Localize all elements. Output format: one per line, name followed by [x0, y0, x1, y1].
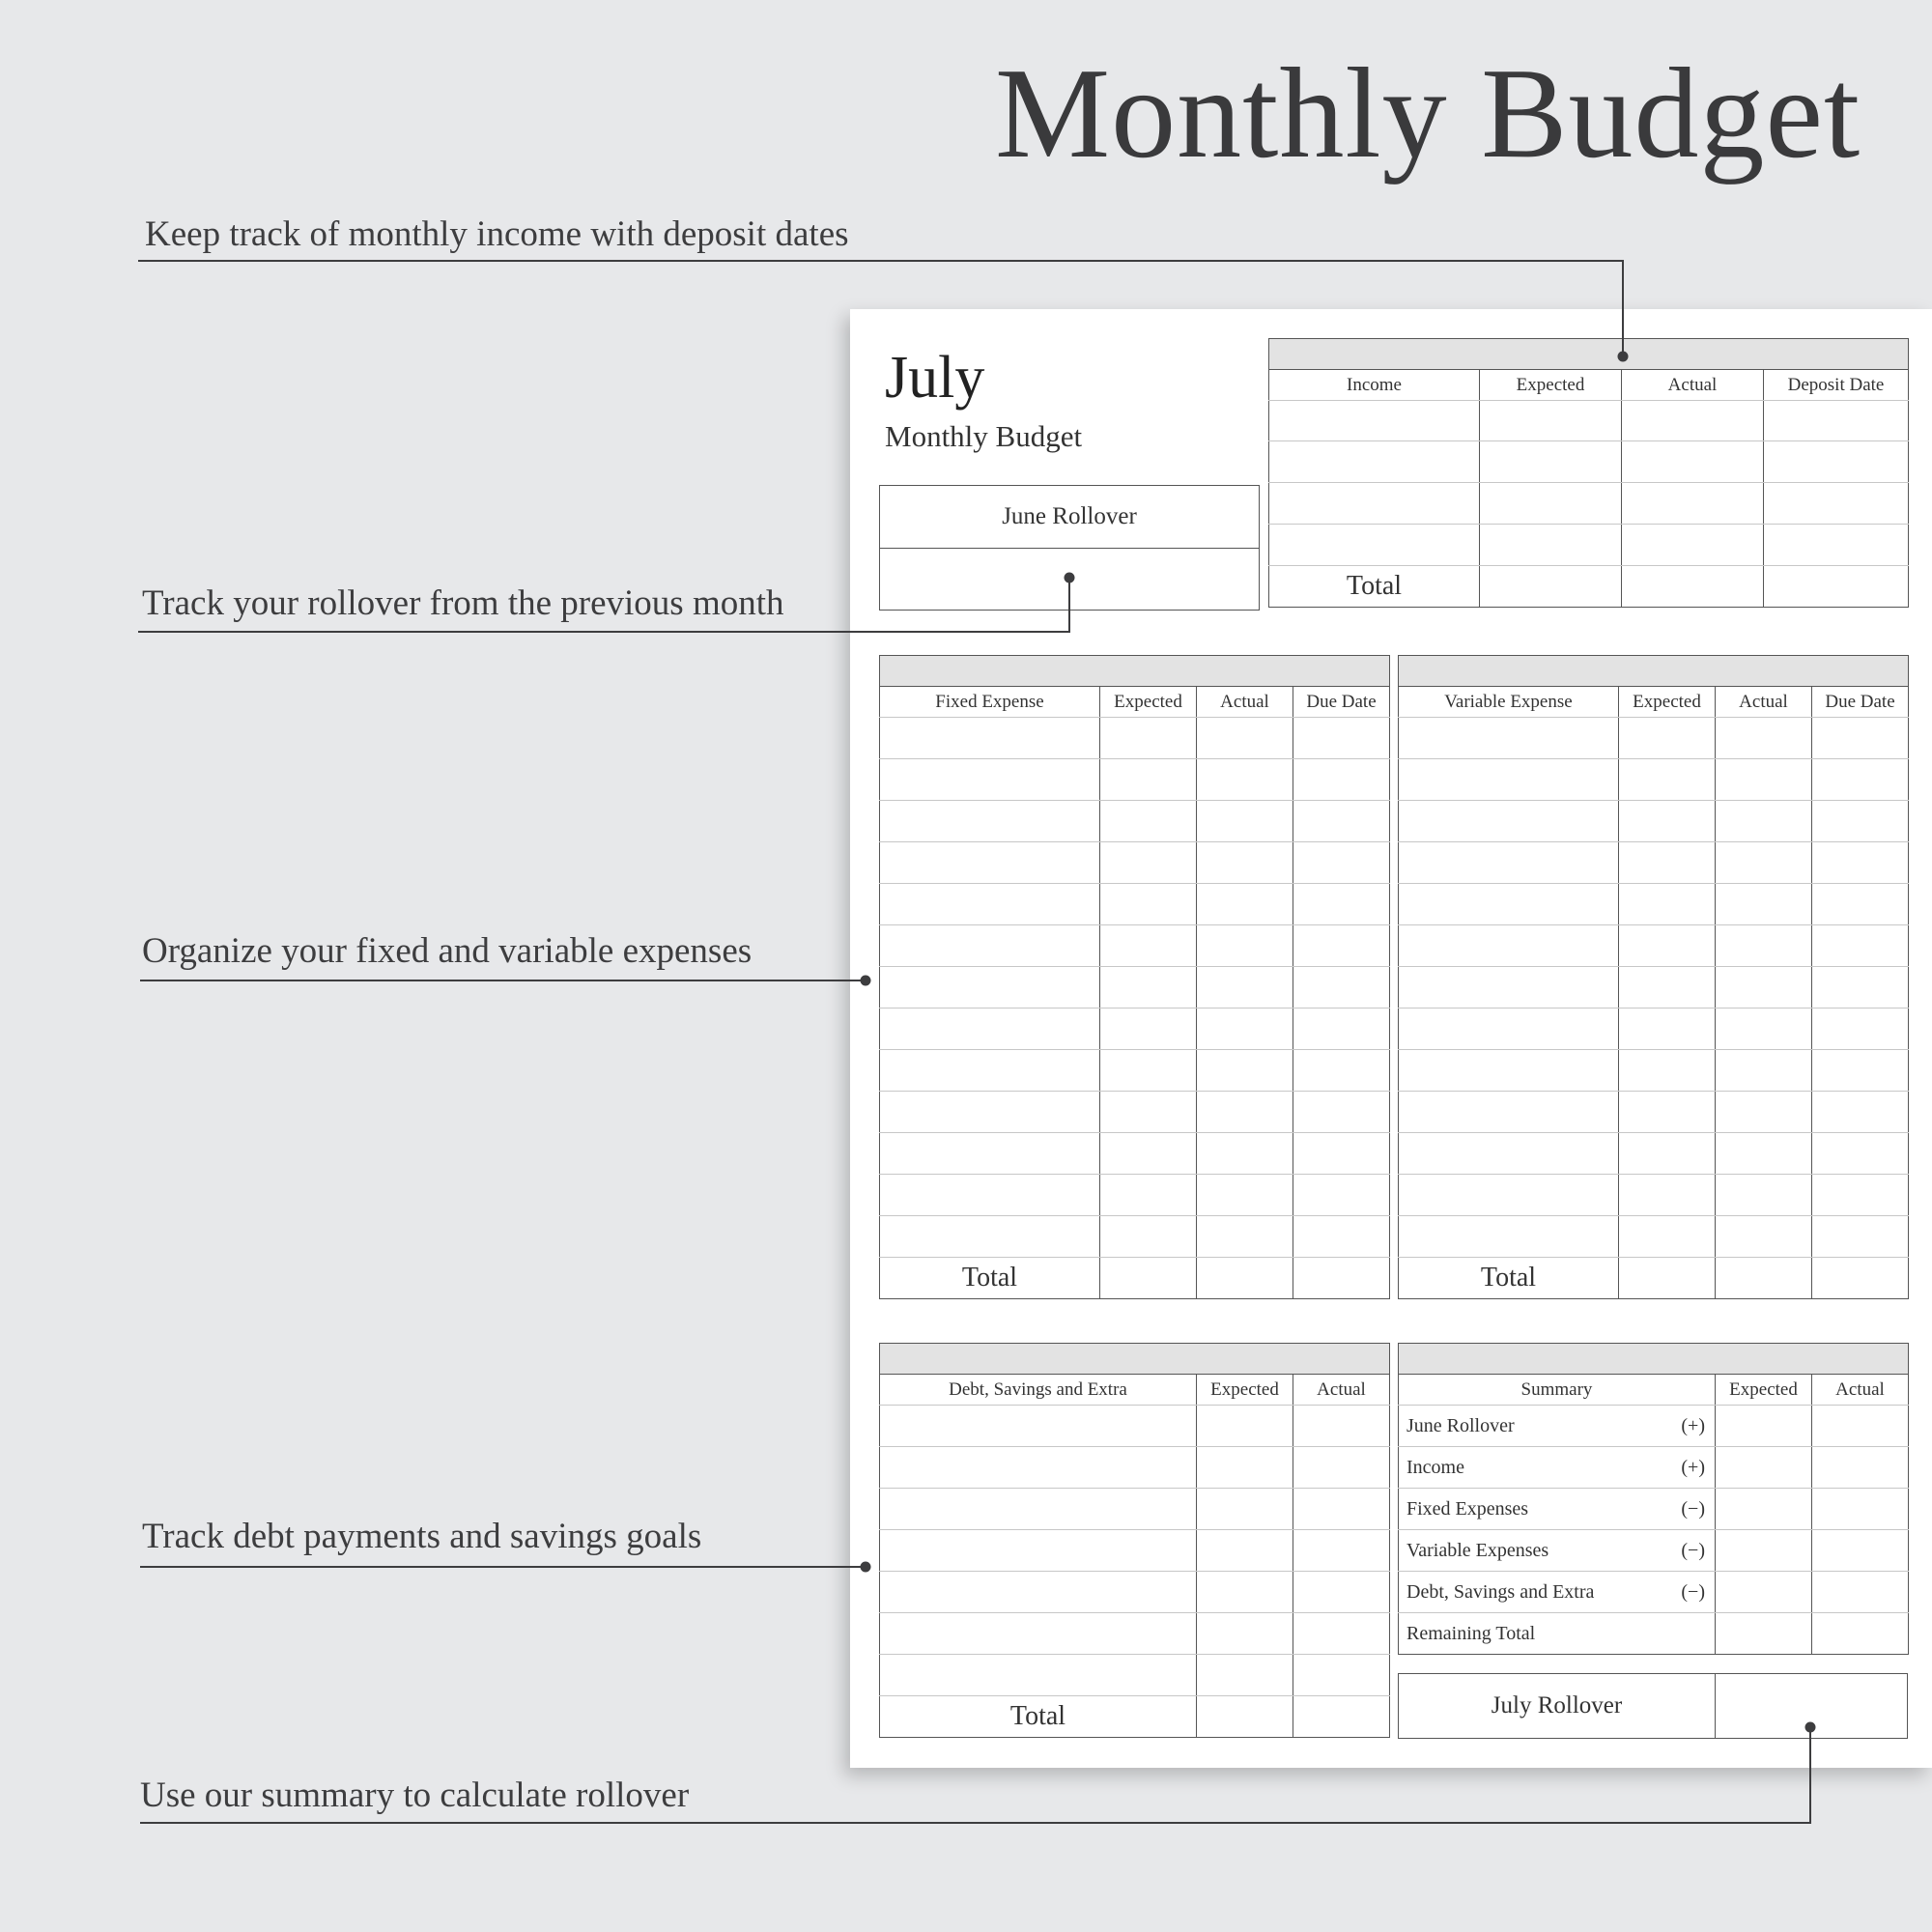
debt-header-label: Debt, Savings and Extra	[880, 1375, 1197, 1406]
income-header-income: Income	[1269, 370, 1480, 401]
variable-row[interactable]	[1399, 718, 1909, 759]
fixed-row[interactable]	[880, 967, 1390, 1009]
variable-row[interactable]	[1399, 1009, 1909, 1050]
prev-rollover-box	[879, 485, 1260, 611]
next-rollover-value[interactable]	[1716, 1674, 1907, 1738]
summary-row-sign: (−)	[1681, 1539, 1705, 1561]
callout-summary: Use our summary to calculate rollover	[140, 1776, 690, 1815]
summary-row-label: Income	[1406, 1456, 1464, 1478]
summary-header-expected: Expected	[1716, 1375, 1812, 1406]
income-row[interactable]	[1269, 401, 1909, 441]
income-header-expected: Expected	[1480, 370, 1622, 401]
debt-row[interactable]	[880, 1655, 1390, 1696]
fixed-total-expected[interactable]	[1100, 1258, 1197, 1299]
summary-header-label: Summary	[1399, 1375, 1716, 1406]
variable-row[interactable]	[1399, 1050, 1909, 1092]
variable-total-expected[interactable]	[1619, 1258, 1716, 1299]
income-row[interactable]	[1269, 483, 1909, 525]
fixed-band	[880, 656, 1390, 687]
fixed-row[interactable]	[880, 759, 1390, 801]
summary-row-sign: (−)	[1681, 1497, 1705, 1520]
summary-row-label: June Rollover	[1406, 1414, 1515, 1436]
summary-row-label: Fixed Expenses	[1406, 1497, 1529, 1520]
sheet-subtitle: Monthly Budget	[885, 419, 1083, 453]
variable-row[interactable]	[1399, 1175, 1909, 1216]
fixed-header-due-date: Due Date	[1293, 687, 1390, 718]
summary-actual-cell[interactable]	[1812, 1572, 1909, 1613]
summary-actual-cell[interactable]	[1812, 1489, 1909, 1530]
fixed-header-actual: Actual	[1197, 687, 1293, 718]
page-headline: Monthly Budget	[995, 42, 1861, 185]
debt-row[interactable]	[880, 1613, 1390, 1655]
fixed-row[interactable]	[880, 842, 1390, 884]
callout-expenses: Organize your fixed and variable expenses	[142, 931, 753, 971]
summary-header-actual: Actual	[1812, 1375, 1909, 1406]
debt-row[interactable]	[880, 1572, 1390, 1613]
summary-expected-cell[interactable]	[1716, 1530, 1812, 1572]
debt-row[interactable]	[880, 1489, 1390, 1530]
fixed-row[interactable]	[880, 1092, 1390, 1133]
income-header-actual: Actual	[1622, 370, 1764, 401]
summary-row-sign: (−)	[1681, 1580, 1705, 1603]
month-title: July	[885, 345, 985, 411]
summary-actual-cell[interactable]	[1812, 1406, 1909, 1447]
debt-row[interactable]	[880, 1406, 1390, 1447]
variable-row[interactable]	[1399, 801, 1909, 842]
summary-table	[1398, 1343, 1909, 1655]
income-total-date[interactable]	[1764, 566, 1909, 608]
summary-row	[1399, 1572, 1909, 1613]
variable-row[interactable]	[1399, 759, 1909, 801]
summary-row	[1399, 1406, 1909, 1447]
budget-sheet	[850, 309, 1932, 1768]
fixed-row[interactable]	[880, 1175, 1390, 1216]
summary-remaining-expected[interactable]	[1716, 1613, 1812, 1655]
fixed-row[interactable]	[880, 1216, 1390, 1258]
fixed-row[interactable]	[880, 884, 1390, 925]
variable-header-expense: Variable Expense	[1399, 687, 1619, 718]
summary-expected-cell[interactable]	[1716, 1489, 1812, 1530]
income-total-label: Total	[1269, 566, 1480, 608]
debt-total-expected[interactable]	[1197, 1696, 1293, 1738]
income-header-deposit-date: Deposit Date	[1764, 370, 1909, 401]
variable-header-expected: Expected	[1619, 687, 1716, 718]
summary-row	[1399, 1489, 1909, 1530]
variable-row[interactable]	[1399, 925, 1909, 967]
income-total-actual[interactable]	[1622, 566, 1764, 608]
income-total-expected[interactable]	[1480, 566, 1622, 608]
variable-row[interactable]	[1399, 884, 1909, 925]
summary-row-label: Variable Expenses	[1406, 1539, 1549, 1561]
fixed-row[interactable]	[880, 801, 1390, 842]
summary-remaining-actual[interactable]	[1812, 1613, 1909, 1655]
debt-row[interactable]	[880, 1530, 1390, 1572]
debt-total-label: Total	[880, 1696, 1197, 1738]
callout-rollover: Track your rollover from the previous month	[142, 583, 784, 623]
summary-remaining-label: Remaining Total	[1399, 1613, 1716, 1655]
fixed-row[interactable]	[880, 925, 1390, 967]
variable-row[interactable]	[1399, 967, 1909, 1009]
summary-expected-cell[interactable]	[1716, 1406, 1812, 1447]
summary-actual-cell[interactable]	[1812, 1447, 1909, 1489]
debt-header-actual: Actual	[1293, 1375, 1390, 1406]
fixed-expense-table	[879, 655, 1390, 1299]
debt-band	[880, 1344, 1390, 1375]
variable-header-due-date: Due Date	[1812, 687, 1909, 718]
callout-income: Keep track of monthly income with deposit dates	[145, 214, 849, 254]
next-rollover-box	[1398, 1673, 1908, 1739]
variable-expense-table	[1398, 655, 1909, 1299]
debt-total-actual[interactable]	[1293, 1696, 1390, 1738]
fixed-row[interactable]	[880, 1133, 1390, 1175]
fixed-row[interactable]	[880, 1050, 1390, 1092]
summary-row-sign: (+)	[1681, 1414, 1705, 1436]
fixed-row[interactable]	[880, 718, 1390, 759]
fixed-total-label: Total	[880, 1258, 1100, 1299]
variable-row[interactable]	[1399, 1092, 1909, 1133]
income-row[interactable]	[1269, 525, 1909, 566]
income-band	[1269, 339, 1909, 370]
fixed-total-actual[interactable]	[1197, 1258, 1293, 1299]
fixed-total-date[interactable]	[1293, 1258, 1390, 1299]
summary-row-label: Debt, Savings and Extra	[1406, 1580, 1595, 1603]
variable-header-actual: Actual	[1716, 687, 1812, 718]
summary-actual-cell[interactable]	[1812, 1530, 1909, 1572]
callout-debt: Track debt payments and savings goals	[142, 1517, 702, 1556]
variable-row[interactable]	[1399, 842, 1909, 884]
debt-row[interactable]	[880, 1447, 1390, 1489]
summary-row-sign: (+)	[1681, 1456, 1705, 1478]
debt-header-expected: Expected	[1197, 1375, 1293, 1406]
summary-row	[1399, 1530, 1909, 1572]
fixed-header-expected: Expected	[1100, 687, 1197, 718]
variable-total-date[interactable]	[1812, 1258, 1909, 1299]
variable-total-actual[interactable]	[1716, 1258, 1812, 1299]
next-rollover-label: July Rollover	[1399, 1674, 1716, 1738]
summary-band	[1399, 1344, 1909, 1375]
fixed-header-expense: Fixed Expense	[880, 687, 1100, 718]
income-row[interactable]	[1269, 441, 1909, 483]
prev-rollover-label: June Rollover	[880, 486, 1259, 549]
variable-row[interactable]	[1399, 1133, 1909, 1175]
summary-expected-cell[interactable]	[1716, 1572, 1812, 1613]
summary-row	[1399, 1447, 1909, 1489]
prev-rollover-value[interactable]	[880, 549, 1259, 609]
variable-total-label: Total	[1399, 1258, 1619, 1299]
debt-savings-table	[879, 1343, 1390, 1738]
variable-band	[1399, 656, 1909, 687]
variable-row[interactable]	[1399, 1216, 1909, 1258]
summary-expected-cell[interactable]	[1716, 1447, 1812, 1489]
income-table	[1268, 338, 1909, 608]
fixed-row[interactable]	[880, 1009, 1390, 1050]
